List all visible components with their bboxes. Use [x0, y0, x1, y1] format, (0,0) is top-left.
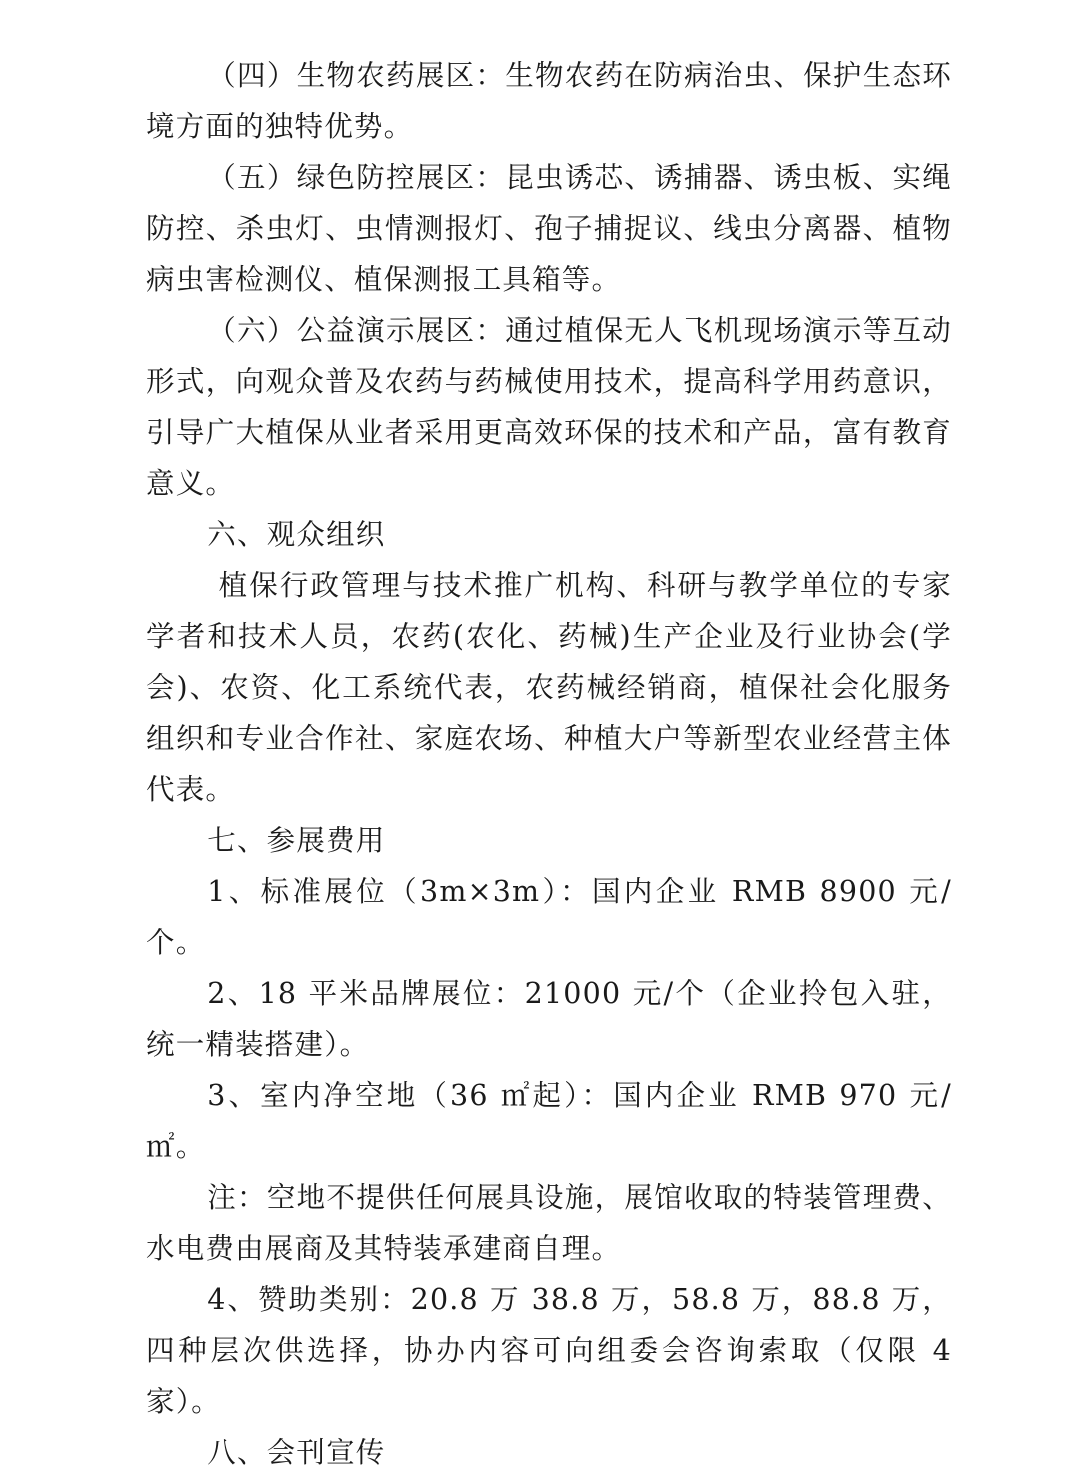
fee-item-raw-space: 3、室内净空地（36 ㎡起）：国内企业 RMB 970 元/㎡。	[146, 1079, 952, 1163]
document-page	[146, 50, 952, 1478]
section-heading-audience: 六、观众组织	[207, 518, 386, 551]
paragraph-bio-pesticide-zone: （四）生物农药展区：生物农药在防病治虫、保护生态环境方面的独特优势。	[146, 59, 952, 143]
paragraph-public-demo-zone: （六）公益演示展区：通过植保无人飞机现场演示等互动形式，向观众普及农药与药械使用技术，提高科学用药意识，引导广大植保从业者采用更高效环保的技术和产品，富有教育意义。	[146, 314, 952, 500]
section-heading-fees: 七、参展费用	[207, 824, 386, 857]
fee-item-sponsorship: 4、赞助类别：20.8 万 38.8 万，58.8 万，88.8 万，四种层次供选择，协办内容可向组委会咨询索取（仅限 4 家）。	[146, 1283, 952, 1418]
section-heading-publicity: 八、会刊宣传	[207, 1436, 386, 1469]
paragraph-green-control-zone: （五）绿色防控展区：昆虫诱芯、诱捕器、诱虫板、实绳防控、杀虫灯、虫情测报灯、孢子捕捉议、线虫分离器、植物病虫害检测仪、植保测报工具箱等。	[146, 161, 952, 296]
fee-note: 注：空地不提供任何展具设施，展馆收取的特装管理费、水电费由展商及其特装承建商自理。	[146, 1181, 952, 1265]
fee-item-standard-booth: 1、标准展位（3m×3m）：国内企业 RMB 8900 元/个。	[146, 875, 952, 959]
fee-item-brand-booth: 2、18 平米品牌展位：21000 元/个（企业拎包入驻，统一精装搭建）。	[146, 977, 952, 1061]
paragraph-audience-organization: 植保行政管理与技术推广机构、科研与教学单位的专家学者和技术人员，农药(农化、药械)生产企业及行业协会(学会)、农资、化工系统代表，农药械经销商，植保社会化服务组织和专业合作社、家庭农场、种植大户等新型农业经营主体代表。	[146, 569, 952, 806]
